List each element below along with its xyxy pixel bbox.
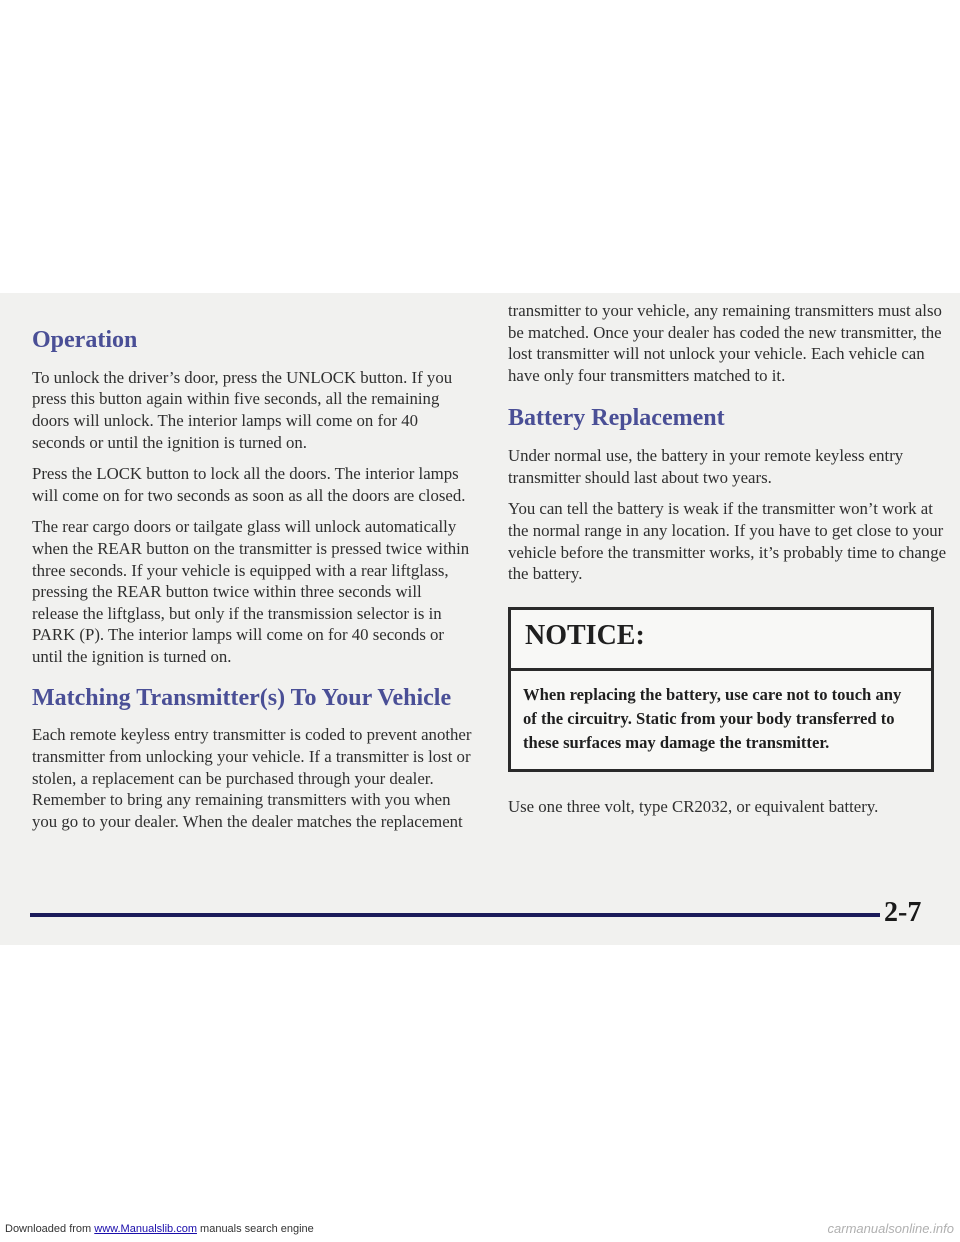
battery-heading: Battery Replacement (508, 405, 725, 432)
left-column (32, 300, 472, 842)
matching-continuation: transmitter to your vehicle, any remaining transmitters must also be matched. Once your dealer has coded the new transmitter, the lost transmitter will not unlock your vehicle. Each vehicle can have only four transmitters matched to it. (508, 301, 942, 385)
operation-paragraph-3: The rear cargo doors or tailgate glass will unlock automatically when the REAR button on the transmitter is pressed twice within three seconds. If your vehicle is equipped with a rear liftglass, pressing the REAR button twice within three seconds will release the liftglass, but only if the transmission selector is in PARK (P). The interior lamps will come on for 40 seconds or until the ignition is turned on. (32, 517, 470, 666)
battery-paragraph-1: Under normal use, the battery in your remote keyless entry transmitter should last about two years. (508, 446, 904, 487)
matching-paragraph: Each remote keyless entry transmitter is coded to prevent another transmitter from unlocking your vehicle. If a transmitter is lost or stolen, a replacement can be purchased through your dealer. Remember to bring any remaining transmitters with you when you go to your dealer. When the dealer matches the replacement (32, 725, 472, 831)
right-column (508, 300, 948, 827)
notice-box (508, 607, 934, 772)
footer-suffix: manuals search engine (196, 1223, 314, 1235)
operation-paragraph-2: Press the LOCK button to lock all the doors. The interior lamps will come on for two seconds as soon as all the doors are closed. (32, 464, 466, 505)
footer-rule (30, 913, 880, 917)
watermark: carmanualsonline.info (827, 1221, 954, 1236)
footer-prefix: Downloaded from (5, 1223, 95, 1235)
notice-title: NOTICE: (511, 610, 931, 671)
battery-type-paragraph: Use one three volt, type CR2032, or equivalent battery. (508, 796, 879, 816)
manualslib-link[interactable]: www.Manualslib.com (94, 1223, 197, 1235)
operation-paragraph-1: To unlock the driver’s door, press the UNLOCK button. If you press this button again within five seconds, all the remaining doors will unlock. The interior lamps will come on for 40 seconds or until the ignition is turned on. (32, 367, 453, 452)
page-number: 2-7 (884, 897, 922, 928)
notice-body: When replacing the battery, use care not to touch any of the circuitry. Static from your body transferred to these surfaces may damage the transmitter. (523, 684, 902, 752)
matching-heading: Matching Transmitter(s) To Your Vehicle (32, 684, 452, 711)
operation-heading: Operation (32, 327, 138, 353)
download-footer (5, 1223, 314, 1235)
battery-paragraph-2: You can tell the battery is weak if the transmitter won’t work at the normal range in any location. If you have to get close to your vehicle before the transmitter works, it’s probably time to change the battery. (508, 499, 947, 584)
